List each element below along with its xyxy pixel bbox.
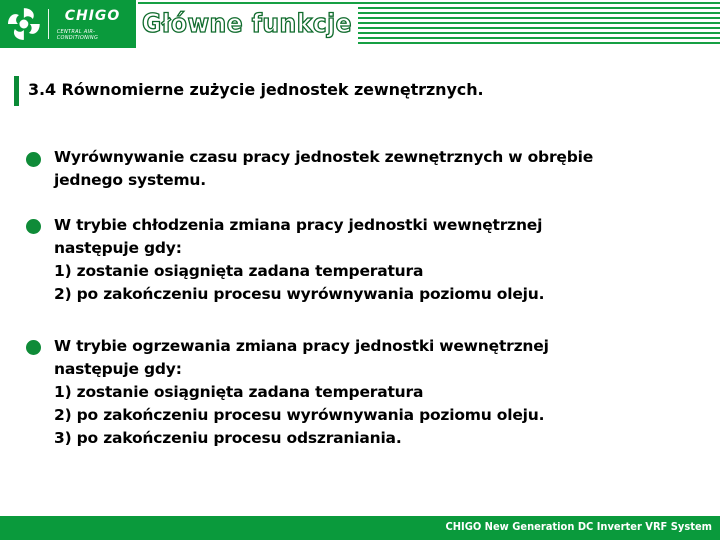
bullet-line: następuje gdy: [54,360,182,378]
bullet-icon [26,340,41,355]
bullet-line: 1) zostanie osiągnięta zadana temperatura [54,262,424,280]
chigo-logo-icon [6,6,42,42]
footer-bar [0,516,720,540]
page-title: Główne funkcje [138,4,358,44]
bullet-line: 3) po zakończeniu procesu odszraniania. [54,429,402,447]
logo-text [57,8,136,41]
bullet-icon [26,219,41,234]
section-heading: 3.4 Równomierne zużycie jednostek zewnętrznych. [28,80,484,99]
bullet-line: W trybie chłodzenia zmiana pracy jednostki wewnętrznej [54,216,543,234]
bullet-line: Wyrównywanie czasu pracy jednostek zewnętrznych w obrębie [54,148,594,166]
logo-name: CHIGO [64,7,121,24]
footer-text: CHIGO New Generation DC Inverter VRF System [445,520,712,533]
bullet-item-1 [54,146,694,192]
logo-subtitle: CENTRAL AIR-CONDITIONING [56,28,99,41]
bullet-line: 1) zostanie osiągnięta zadana temperatura [54,383,424,401]
bullet-line: jednego systemu. [54,171,206,189]
bullet-icon [26,152,41,167]
bullet-line: następuje gdy: [54,239,182,257]
brand-logo [0,0,136,48]
bullet-line: W trybie ogrzewania zmiana pracy jednostki wewnętrznej [54,337,549,355]
bullet-line: 2) po zakończeniu procesu wyrównywania poziomu oleju. [54,406,545,424]
logo-divider [48,9,49,39]
bullet-item-3 [54,335,694,450]
section-marker [14,76,19,106]
bullet-line: 2) po zakończeniu procesu wyrównywania poziomu oleju. [54,285,545,303]
bullet-item-2 [54,214,694,306]
